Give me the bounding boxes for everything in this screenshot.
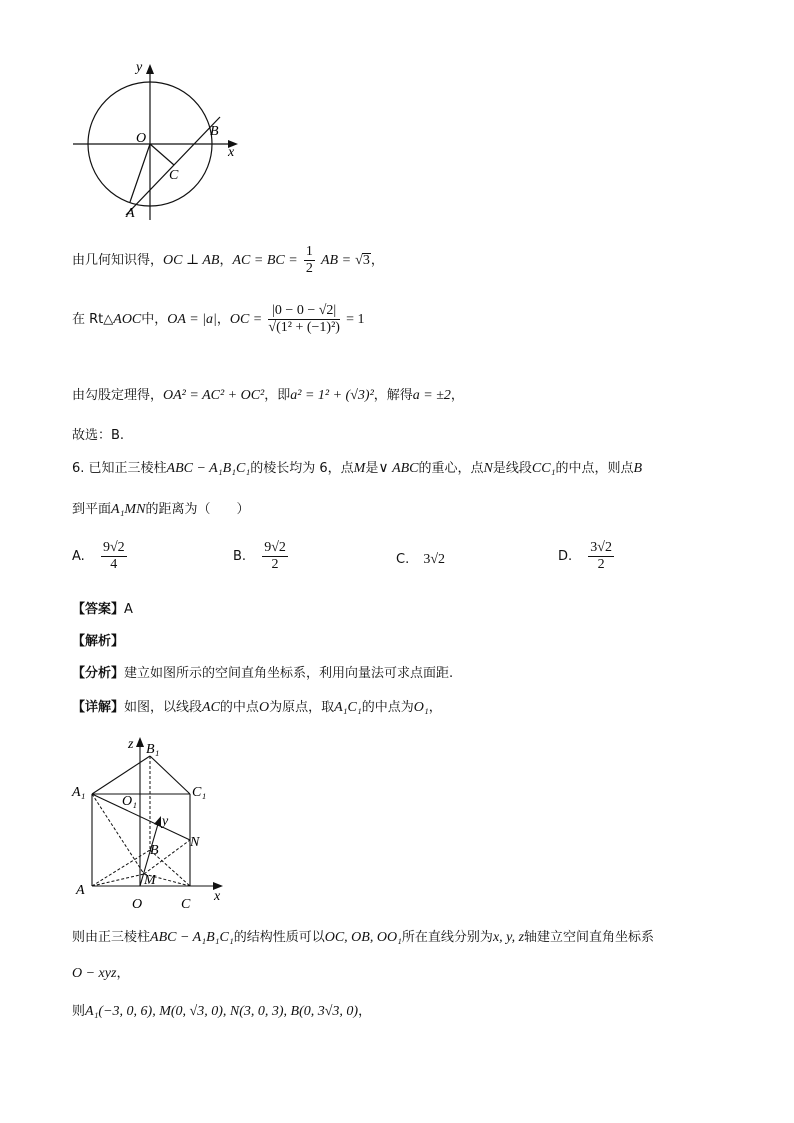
fenxi-tag: 【分析】 [72, 666, 125, 681]
fig2-label-o1: O₁ [122, 794, 137, 809]
fig2-label-c: C [181, 897, 191, 910]
sqrt-content: 3 [362, 253, 370, 268]
text: 的结构性质可以 [233, 930, 325, 945]
analysis-tag: 【解析】 [72, 634, 125, 649]
text: 是 [365, 461, 379, 476]
text: ， [428, 700, 442, 715]
text: 由几何知识得， [72, 253, 164, 268]
answer-choice-line: 故选：B. [72, 428, 125, 443]
question-6-line1 [72, 457, 642, 477]
sqrt-sign: √ [355, 253, 363, 268]
fig1-label-a: A [126, 206, 135, 221]
y-axis-arrow [146, 64, 154, 74]
text: 为原点，取 [269, 700, 335, 715]
frac-den: 2 [305, 261, 313, 276]
segment-oc [150, 144, 174, 165]
math: ABC − A₁B₁C₁ [166, 461, 251, 476]
line-rt-triangle [72, 303, 364, 336]
xiangjie-tag: 【详解】 [72, 700, 125, 715]
frac-num: 9√2 [102, 540, 125, 555]
option-a [72, 540, 129, 573]
option-c [396, 552, 445, 568]
math: AB = [320, 253, 352, 268]
math: O − xyz [72, 966, 117, 981]
math: OC, OB, OO₁ [324, 930, 402, 945]
fig1-label-y: y [136, 60, 143, 75]
frac-num: 3√2 [590, 540, 612, 555]
segment-am [92, 874, 144, 886]
fig2-label-m: M [144, 873, 156, 888]
option-letter: A. [72, 549, 85, 564]
text: 到平面 [72, 502, 112, 517]
fig2-label-n: N [190, 835, 200, 850]
math: OA = |a| [167, 312, 217, 327]
option-value: 3√2 [423, 552, 446, 567]
frac-den: 4 [110, 557, 118, 572]
option-letter: D. [558, 549, 573, 564]
text: 的中点，则点 [555, 461, 634, 476]
math: = 1 [346, 312, 365, 327]
fig2-label-x: x [214, 889, 221, 904]
frac-num: |0 − 0 − √2| [268, 303, 340, 320]
frac-num: 1 [305, 244, 313, 259]
math: x, y, z [492, 930, 525, 945]
option-d [558, 540, 616, 573]
text: 的中点为 [361, 700, 414, 715]
fig1-label-c: C [169, 168, 179, 183]
math: A₁C₁ [334, 700, 362, 715]
fig2-label-o: O [132, 897, 143, 910]
option-fraction [262, 540, 288, 573]
distance-fraction [268, 303, 340, 336]
math: M [353, 461, 366, 476]
math: O [258, 700, 270, 715]
math: CC₁ [531, 461, 556, 476]
text: 所在直线分别为 [401, 930, 493, 945]
text: ，即 [264, 388, 291, 403]
fig2-label-a1: A₁ [72, 785, 86, 800]
text: 轴建立空间直角坐标系 [524, 930, 655, 945]
text: 6. 已知正三棱柱 [72, 461, 167, 476]
fig1-label-o: O [136, 131, 147, 146]
line-pythagoras [72, 384, 464, 404]
option-letter: C. [396, 552, 410, 567]
fig2-label-a: A [76, 883, 85, 898]
answer-value: A [124, 602, 133, 617]
fenxi-line [72, 662, 453, 681]
text: 的重心，点 [418, 461, 484, 476]
z-axis-arrow [136, 737, 144, 747]
frac-den: 2 [597, 557, 605, 572]
math: AC = BC = [232, 253, 298, 268]
math: a² = 1² + (√3)² [290, 388, 374, 403]
analysis-line [72, 630, 124, 649]
math: OC ⊥ AB [163, 253, 220, 268]
fig1-label-x: x [228, 145, 235, 160]
math: a = ±2 [412, 388, 451, 403]
text: ，解得 [373, 388, 413, 403]
text: 中， [141, 312, 168, 327]
y-axis-arrow [154, 816, 161, 827]
text: 由勾股定理得， [72, 388, 164, 403]
xiangjie-line [72, 696, 442, 716]
circle-figure [68, 55, 248, 225]
option-b [233, 540, 290, 573]
text: 如图，以线段 [124, 700, 203, 715]
frac-num: 9√2 [264, 540, 286, 555]
math: B [633, 461, 643, 476]
text: ， [358, 1004, 372, 1019]
conclusion-line1 [72, 926, 654, 946]
text: 的棱长均为 6，点 [250, 461, 354, 476]
math: O₁ [413, 700, 429, 715]
answer-line [72, 598, 133, 617]
fig2-label-b: B [150, 843, 159, 858]
text: 是线段 [492, 461, 532, 476]
math: AC [202, 700, 220, 715]
fig1-label-b: B [210, 124, 219, 139]
fig2-label-z: z [128, 737, 134, 752]
fig2-label-c1: C₁ [192, 785, 207, 800]
text: 的距离为（ ） [145, 502, 250, 517]
text: ， [116, 966, 130, 981]
option-fraction [101, 540, 127, 573]
frac-den: √(1² + (−1)²) [268, 320, 340, 335]
text: ， [450, 388, 464, 403]
question-6-line2 [72, 498, 249, 518]
text: 在 Rt△ [72, 312, 114, 327]
math: OC = [229, 312, 263, 327]
text: ， [370, 253, 384, 268]
math: OA² = AC² + OC² [163, 388, 265, 403]
text: 则 [72, 1004, 86, 1019]
conclusion-line2 [72, 962, 129, 982]
line-perpendicular [72, 244, 384, 277]
math: N [483, 461, 493, 476]
text: ， [219, 253, 233, 268]
option-letter: B. [233, 549, 247, 564]
frac-den: 2 [271, 557, 279, 572]
fenxi-text: 建立如图所示的空间直角坐标系，利用向量法可求点面距. [124, 666, 454, 681]
math: ABC − A₁B₁C₁ [150, 930, 234, 945]
prism-figure [68, 728, 238, 910]
text: 的中点 [219, 700, 259, 715]
edge-a1b1 [92, 756, 150, 794]
fig2-label-y: y [162, 814, 169, 829]
fraction [304, 244, 315, 277]
option-fraction [588, 540, 614, 573]
text: ， [216, 312, 230, 327]
text: 则由正三棱柱 [72, 930, 151, 945]
math: A₁MN [111, 502, 146, 517]
fig2-label-b1: B₁ [146, 742, 160, 757]
math: ∨ ABC [378, 461, 419, 476]
answer-tag: 【答案】 [72, 602, 125, 617]
conclusion-line3 [72, 1000, 371, 1020]
math: A₁(−3, 0, 6), M(0, √3, 0), N(3, 0, 3), B(0, 3√3, 0) [85, 1004, 359, 1019]
math: AOC [113, 312, 142, 327]
edge-b1c1 [150, 756, 190, 794]
